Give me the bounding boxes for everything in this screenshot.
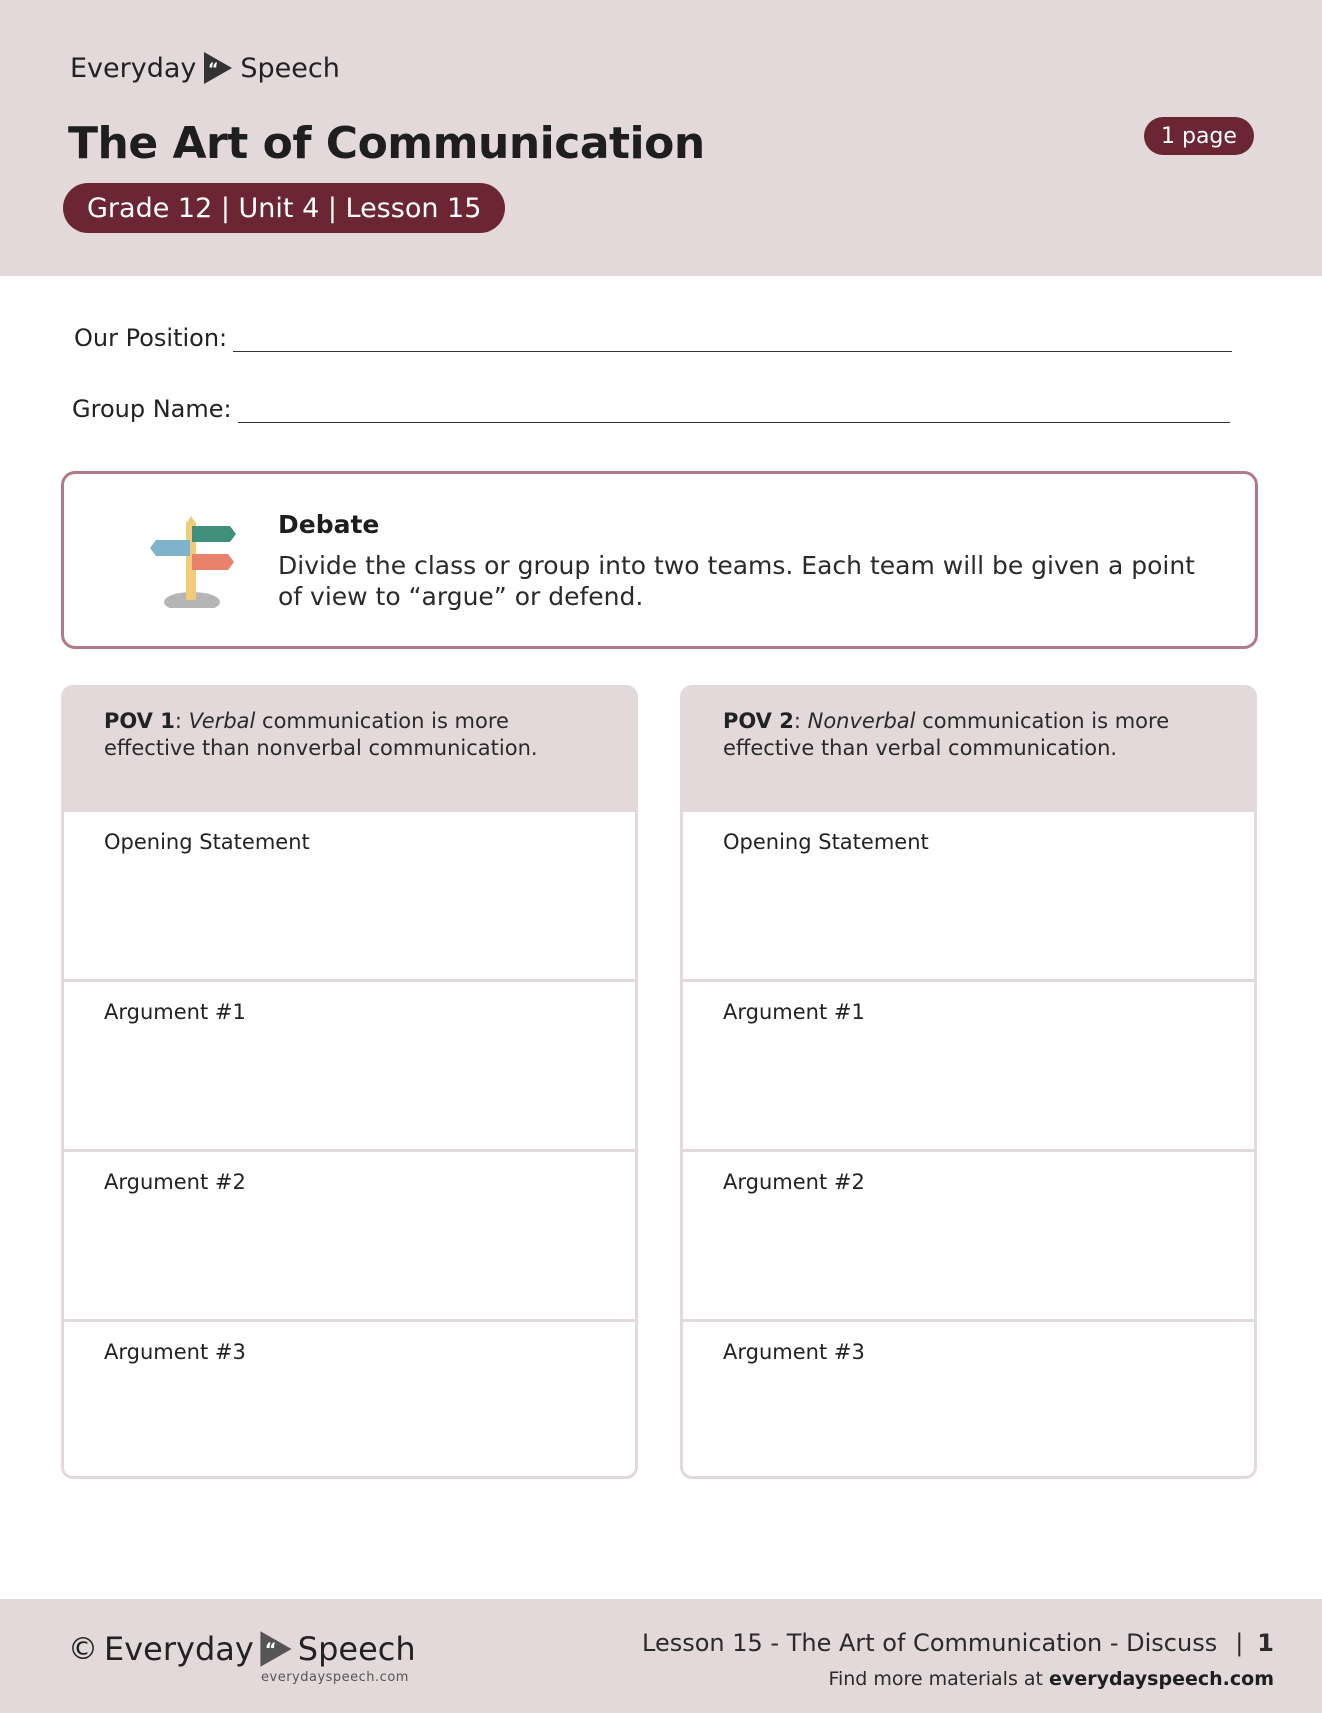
footer-page-number: 1 bbox=[1257, 1629, 1274, 1657]
pov1-header: POV 1: Verbal communication is more effective than nonverbal communication. bbox=[64, 688, 635, 809]
play-quote-icon bbox=[258, 1629, 294, 1669]
footer-band bbox=[0, 1599, 1322, 1713]
section-label: Argument #1 bbox=[104, 1000, 246, 1024]
footer-brand-logo bbox=[68, 1629, 416, 1669]
play-quote-icon bbox=[202, 50, 234, 86]
footer-lesson-line bbox=[642, 1629, 1274, 1657]
pov1-emphasis: Verbal bbox=[188, 709, 256, 733]
pov2-argument-3[interactable] bbox=[683, 1319, 1254, 1479]
pov2-emphasis: Nonverbal bbox=[807, 709, 916, 733]
section-label: Argument #2 bbox=[723, 1170, 865, 1194]
grade-unit-lesson-badge: Grade 12 | Unit 4 | Lesson 15 bbox=[63, 183, 505, 233]
footer-more-link[interactable]: everydayspeech.com bbox=[1049, 1668, 1274, 1690]
pov2-statement: communication is more effective than verbal communication. bbox=[723, 709, 1170, 760]
pov2-label: POV 2 bbox=[723, 709, 794, 733]
footer-separator: | bbox=[1235, 1629, 1244, 1657]
pov1-statement: communication is more effective than nonverbal communication. bbox=[104, 709, 538, 760]
pov1-label: POV 1 bbox=[104, 709, 175, 733]
brand-word-right: Speech bbox=[240, 52, 340, 84]
pov1-argument-2[interactable] bbox=[64, 1149, 635, 1319]
pov2-argument-1[interactable] bbox=[683, 979, 1254, 1149]
copyright-symbol: © bbox=[68, 1631, 98, 1667]
section-label: Argument #1 bbox=[723, 1000, 865, 1024]
section-label: Argument #3 bbox=[104, 1340, 246, 1364]
footer-more-materials bbox=[828, 1668, 1274, 1690]
footer-site-url[interactable]: everydayspeech.com bbox=[261, 1670, 409, 1685]
footer-lesson-title: Lesson 15 - The Art of Communication - Discuss bbox=[642, 1629, 1218, 1657]
section-label: Argument #3 bbox=[723, 1340, 865, 1364]
our-position-label: Our Position: bbox=[74, 324, 228, 352]
our-position-field[interactable] bbox=[74, 324, 1232, 352]
pov2-opening-statement[interactable] bbox=[683, 809, 1254, 979]
debate-title: Debate bbox=[278, 510, 380, 539]
brand-word-left: Everyday bbox=[70, 52, 197, 84]
page-title: The Art of Communication bbox=[68, 118, 705, 169]
header-band bbox=[0, 0, 1322, 276]
debate-instructions-box bbox=[61, 471, 1258, 649]
svg-text:“: “ bbox=[208, 59, 219, 78]
pov2-column bbox=[680, 685, 1257, 1479]
pov2-argument-2[interactable] bbox=[683, 1149, 1254, 1319]
group-name-label: Group Name: bbox=[72, 395, 232, 423]
section-label: Opening Statement bbox=[104, 830, 310, 854]
pov1-argument-1[interactable] bbox=[64, 979, 635, 1149]
page-count-badge: 1 page bbox=[1144, 117, 1254, 155]
pov1-column bbox=[61, 685, 638, 1479]
brand-logo bbox=[70, 50, 340, 86]
signpost-icon bbox=[148, 512, 236, 608]
debate-description: Divide the class or group into two teams. Each team will be given a point of view to “argue” or defend. bbox=[278, 551, 1195, 611]
pov1-opening-statement[interactable] bbox=[64, 809, 635, 979]
our-position-line[interactable] bbox=[233, 328, 1232, 352]
group-name-field[interactable] bbox=[72, 395, 1230, 423]
footer-more-prefix: Find more materials at bbox=[828, 1668, 1050, 1690]
pov1-argument-3[interactable] bbox=[64, 1319, 635, 1479]
pov2-header: POV 2: Nonverbal communication is more effective than verbal communication. bbox=[683, 688, 1254, 809]
footer-brand-right: Speech bbox=[297, 1630, 416, 1668]
section-label: Opening Statement bbox=[723, 830, 929, 854]
section-label: Argument #2 bbox=[104, 1170, 246, 1194]
group-name-line[interactable] bbox=[238, 399, 1230, 423]
footer-brand-left: Everyday bbox=[104, 1630, 254, 1668]
svg-text:“: “ bbox=[264, 1640, 277, 1661]
